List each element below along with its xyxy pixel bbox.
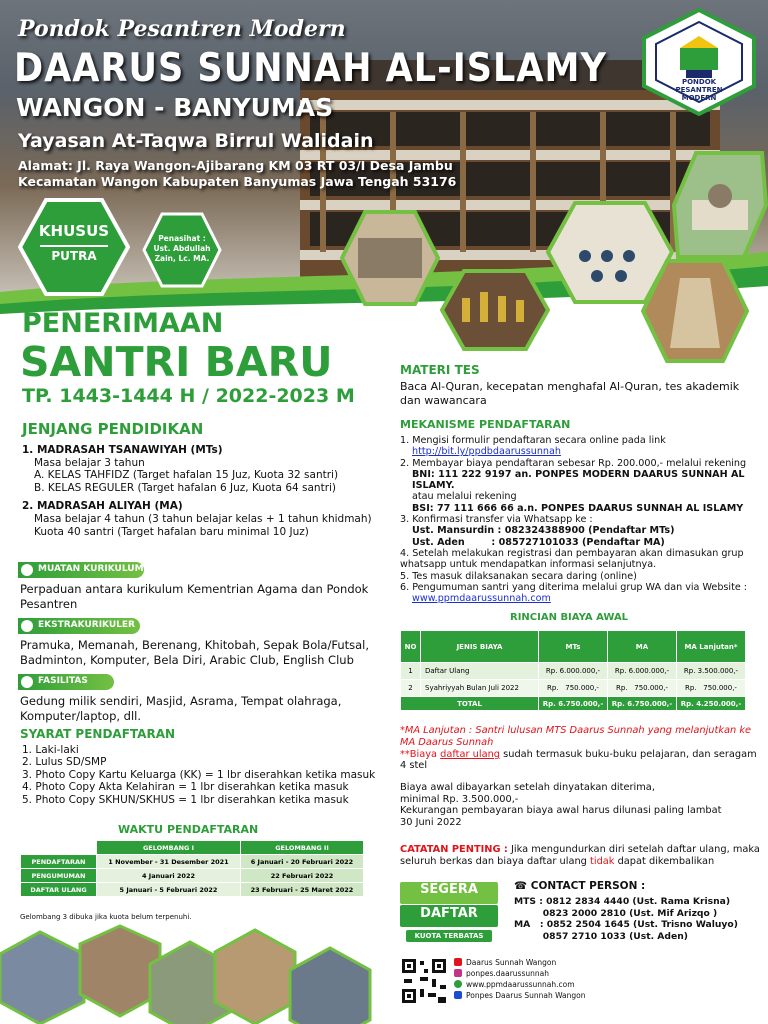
col-gelombang-2: GELOMBANG II — [241, 841, 364, 855]
waktu-table — [20, 840, 364, 897]
photo-hex-trophies — [440, 268, 550, 352]
contact-mts-2: 0823 2000 2810 (Ust. Mif Arizqo ) — [514, 907, 718, 919]
contact-ma-2: 0857 2710 1033 (Ust. Aden) — [514, 930, 688, 942]
ma-duration: Masa belajar 4 tahun (3 tahun belajar kelas + 1 tahun khidmah) — [34, 512, 372, 525]
step-6: 6. Pengumuman santri yang diterima melalui grup WA dan via Website : — [400, 581, 748, 593]
location-title: WANGON - BANYUMAS — [16, 93, 334, 122]
jenjang-list — [22, 444, 392, 538]
step-2: 2. Membayar biaya pendaftaran sebesar Rp. 200.000,- melalui rekening — [400, 457, 747, 469]
materi-text: Baca Al-Quran, kecepatan menghafal Al-Quran, tes akademik dan wawancara — [400, 380, 740, 407]
fasilitas-label: FASILITAS — [38, 676, 88, 686]
cell: Rp. 4.250.000,- — [677, 697, 746, 711]
cell: Rp. 6.000.000,- — [608, 663, 677, 680]
contact-heading: ☎ CONTACT PERSON : — [514, 880, 646, 892]
youtube-link[interactable]: Daarus Sunnah Wangon — [454, 957, 654, 968]
contact-ma-1: MA : 0852 2504 1645 (Ust. Trisno Waluyo) — [514, 919, 738, 930]
website-link[interactable]: www.ppmdaarussunnah.com — [412, 593, 551, 605]
ekstra-label-bar — [18, 618, 140, 634]
row-label: PENDAFTARAN — [21, 855, 97, 869]
ppdb-link[interactable]: http://bit.ly/ppdbdaarussunnah — [412, 446, 561, 458]
title-penerimaan: PENERIMAAN — [22, 308, 224, 339]
col-gelombang-1: GELOMBANG I — [97, 841, 241, 855]
globe-icon — [454, 980, 462, 988]
cell: Rp. 6.750.000,- — [608, 697, 677, 711]
facebook-link[interactable]: Ponpes Daarus Sunnah Wangon — [454, 990, 654, 1001]
social-links — [454, 957, 654, 1001]
step-5: 5. Tes masuk dilaksanakan secara daring (online) — [400, 570, 637, 582]
syarat-item: 5. Photo Copy SKHUN/SKHUS = 1 lbr diserahkan ketika masuk — [22, 793, 349, 806]
fasilitas-label-bar — [18, 674, 114, 690]
cell: 6 Januari - 20 Februari 2022 — [241, 855, 364, 869]
contact-list — [514, 896, 764, 942]
cell: 1 — [401, 663, 421, 680]
cell: 23 Februari - 25 Maret 2022 — [241, 883, 364, 897]
syarat-item: 1. Laki-laki — [22, 744, 79, 756]
table-row — [21, 883, 364, 897]
ma-lanjutan-note: *MA Lanjutan : Santri lulusan MTS Daarus Sunnah yang melanjutkan ke MA Daarus Sunnah — [400, 725, 752, 748]
ekstra-text: Pramuka, Memanah, Berenang, Khitobah, Sepak Bola/Futsal, Badminton, Komputer, Bela Diri, Arabic Club, English Club — [20, 638, 370, 667]
table-row — [401, 680, 746, 697]
cell: 22 Februari 2022 — [241, 869, 364, 883]
ekstra-label: EKSTRAKURIKULER — [38, 620, 135, 630]
khusus-putra-badge — [18, 198, 130, 296]
biaya-note: **Biaya daftar ulang sudah termasuk buku-buku pelajaran, dan seragam 4 stel — [400, 748, 757, 772]
fasilitas-text: Gedung milik sendiri, Masjid, Asrama, Tempat olahraga, Komputer/laptop, dll. — [20, 694, 342, 723]
ekstra-icon — [21, 620, 33, 632]
col-jenis: JENIS BIAYA — [421, 631, 539, 663]
syarat-item: 4. Photo Copy Akta Kelahiran = 1 lbr diserahkan ketika masuk — [22, 781, 349, 794]
mts-heading: 1. MADRASAH TSANAWIYAH (MTs) — [22, 444, 223, 456]
biaya-table — [400, 630, 746, 711]
cell: Rp. 6.750.000,- — [539, 697, 608, 711]
phone-icon: ☎ — [514, 880, 531, 892]
row-label: DAFTAR ULANG — [21, 883, 97, 897]
address-line-1: Alamat: Jl. Raya Wangon-Ajibarang KM 03 RT 03/I Desa Jambu — [18, 158, 453, 173]
cell: 2 — [401, 680, 421, 697]
segera-label[interactable]: SEGERA — [420, 882, 478, 897]
yayasan-name: Yayasan At-Taqwa Birrul Walidain — [18, 130, 374, 152]
fee-notes — [400, 725, 762, 772]
pondok-title: Pondok Pesantren Modern — [18, 16, 346, 42]
rincian-heading: RINCIAN BIAYA AWAL — [510, 612, 629, 623]
penasihat-name-1: Ust. Abdullah — [153, 244, 211, 253]
bottom-photo-strip — [0, 924, 400, 1024]
penasihat-label: Penasihat : — [158, 234, 206, 243]
col-ma-lanjutan: MA Lanjutan* — [677, 631, 746, 663]
photo-hex-mosque — [672, 150, 768, 260]
contact-mts: Ust. Mansurdin : 082324388900 (Pendaftar MTs) — [412, 525, 675, 537]
title-santri-baru: SANTRI BARU — [20, 338, 333, 386]
address-line-2: Kecamatan Wangon Kabupaten Banyumas Jawa Tengah 53176 — [18, 174, 457, 189]
mekanisme-list — [400, 435, 762, 604]
daftar-button[interactable]: DAFTAR — [420, 906, 478, 921]
cell: 5 Januari - 5 Februari 2022 — [97, 883, 241, 897]
putra-label: PUTRA — [51, 249, 97, 263]
photo-hex-classroom — [340, 208, 440, 308]
bni-account: BNI: 111 222 9197 an. PONPES MODERN DAARUS SUNNAH AL ISLAMY. — [412, 468, 745, 492]
row-label: PENGUMUMAN — [21, 869, 97, 883]
cell: Rp. 6.000.000,- — [539, 663, 608, 680]
materi-heading: MATERI TES — [400, 363, 480, 377]
cell: Rp. 750.000,- — [608, 680, 677, 697]
contact-ma: Ust. Aden : 085727101033 (Pendaftar MA) — [412, 536, 665, 548]
catatan-label: CATATAN PENTING : — [400, 844, 508, 855]
kuota-terbatas: KUOTA TERBATAS — [414, 932, 484, 940]
school-name: DAARUS SUNNAH AL-ISLAMY — [14, 46, 607, 91]
mekanisme-heading: MEKANISME PENDAFTARAN — [400, 418, 571, 431]
qr-code-icon[interactable] — [400, 957, 448, 1005]
website-social-link[interactable]: www.ppmdaarussunnah.com — [454, 979, 654, 990]
penasihat-name-2: Zain, Lc. MA. — [154, 254, 210, 263]
kurikulum-text: Perpaduan antara kurikulum Kementrian Agama dan Pondok Pesantren — [20, 582, 369, 611]
khusus-label: KHUSUS — [38, 222, 110, 240]
step-1: 1. Mengisi formulir pendaftaran secara online pada link — [400, 435, 666, 446]
atau-text: atau melalui rekening — [412, 491, 517, 503]
col-ma: MA — [608, 631, 677, 663]
mts-duration: Masa belajar 3 tahun — [34, 456, 145, 469]
table-total-row — [401, 697, 746, 711]
photo-hex-corridor — [640, 258, 750, 364]
col-no: NO — [401, 631, 421, 663]
table-row — [21, 855, 364, 869]
biaya-awal-note: Biaya awal dibayarkan setelah dinyatakan diterima, minimal Rp. 3.500.000,- Kekurangan pembayaran biaya awal harus dilunasi paling lambat 30 Juni 2022 — [400, 782, 722, 828]
ma-quota: Kuota 40 santri (Target hafalan baru minimal 10 Juz) — [34, 525, 309, 538]
table-row — [401, 663, 746, 680]
table-header-row — [21, 841, 364, 855]
youtube-icon — [454, 958, 462, 966]
cell: 4 Januari 2022 — [97, 869, 241, 883]
syarat-list — [22, 744, 392, 806]
syarat-heading: SYARAT PENDAFTARAN — [20, 727, 176, 741]
kurikulum-label-bar — [18, 562, 144, 578]
contact-mts-1: MTS : 0812 2834 4440 (Ust. Rama Krisna) — [514, 896, 731, 907]
cell: Daftar Ulang — [421, 663, 539, 680]
table-header-row — [401, 631, 746, 663]
col-mts: MTs — [539, 631, 608, 663]
cell: 1 November - 31 Desember 2021 — [97, 855, 241, 869]
penasihat-text — [146, 234, 218, 264]
logo-text: PONDOK PESANTREN MODERN — [675, 78, 723, 102]
gelombang-note: Gelombang 3 dibuka jika kuota belum terpenuhi. — [20, 913, 192, 921]
cell: Rp. 750.000,- — [677, 680, 746, 697]
catatan-penting: CATATAN PENTING : Jika mengundurkan diri setelah daftar ulang, maka seluruh berkas dan biaya daftar ulang tidak dapat dikembalikan — [400, 844, 760, 867]
step-3: 3. Konfirmasi transfer via Whatsapp ke : — [400, 514, 593, 526]
cell: Rp. 750.000,- — [539, 680, 608, 697]
waktu-heading: WAKTU PENDAFTARAN — [118, 823, 259, 836]
syarat-item: 3. Photo Copy Kartu Keluarga (KK) = 1 lbr diserahkan ketika masuk — [22, 768, 376, 781]
jenjang-heading: JENJANG PENDIDIKAN — [22, 420, 204, 438]
ma-heading: 2. MADRASAH ALIYAH (MA) — [22, 500, 183, 513]
bsi-account: BSI: 77 111 666 66 a.n. PONPES DAARUS SUNNAH AL ISLAMY — [412, 502, 744, 514]
total-label: TOTAL — [401, 697, 539, 711]
table-row — [21, 869, 364, 883]
mts-class-a: A. KELAS TAHFIDZ (Target hafalan 15 Juz, Kuota 32 santri) — [34, 469, 339, 482]
cell: Rp. 3.500.000,- — [677, 663, 746, 680]
instagram-icon — [454, 969, 462, 977]
step-4: 4. Setelah melakukan registrasi dan pembayaran akan dimasukan grup whatsapp untuk mendapatkan informasi selanjutnya. — [400, 547, 744, 571]
cell: Syahriyyah Bulan Juli 2022 — [421, 680, 539, 697]
kurikulum-icon — [21, 564, 33, 576]
kurikulum-label: MUATAN KURIKULUM — [38, 564, 144, 574]
syarat-item: 2. Lulus SD/SMP — [22, 756, 107, 769]
facebook-icon — [454, 991, 462, 999]
instagram-link[interactable]: ponpes.daarussunnah — [454, 968, 654, 979]
mts-class-b: B. KELAS REGULER (Target hafalan 6 Juz, Kuota 64 santri) — [34, 481, 337, 494]
academic-year: TP. 1443-1444 H / 2022-2023 M — [22, 385, 355, 407]
fasilitas-icon — [21, 676, 33, 688]
